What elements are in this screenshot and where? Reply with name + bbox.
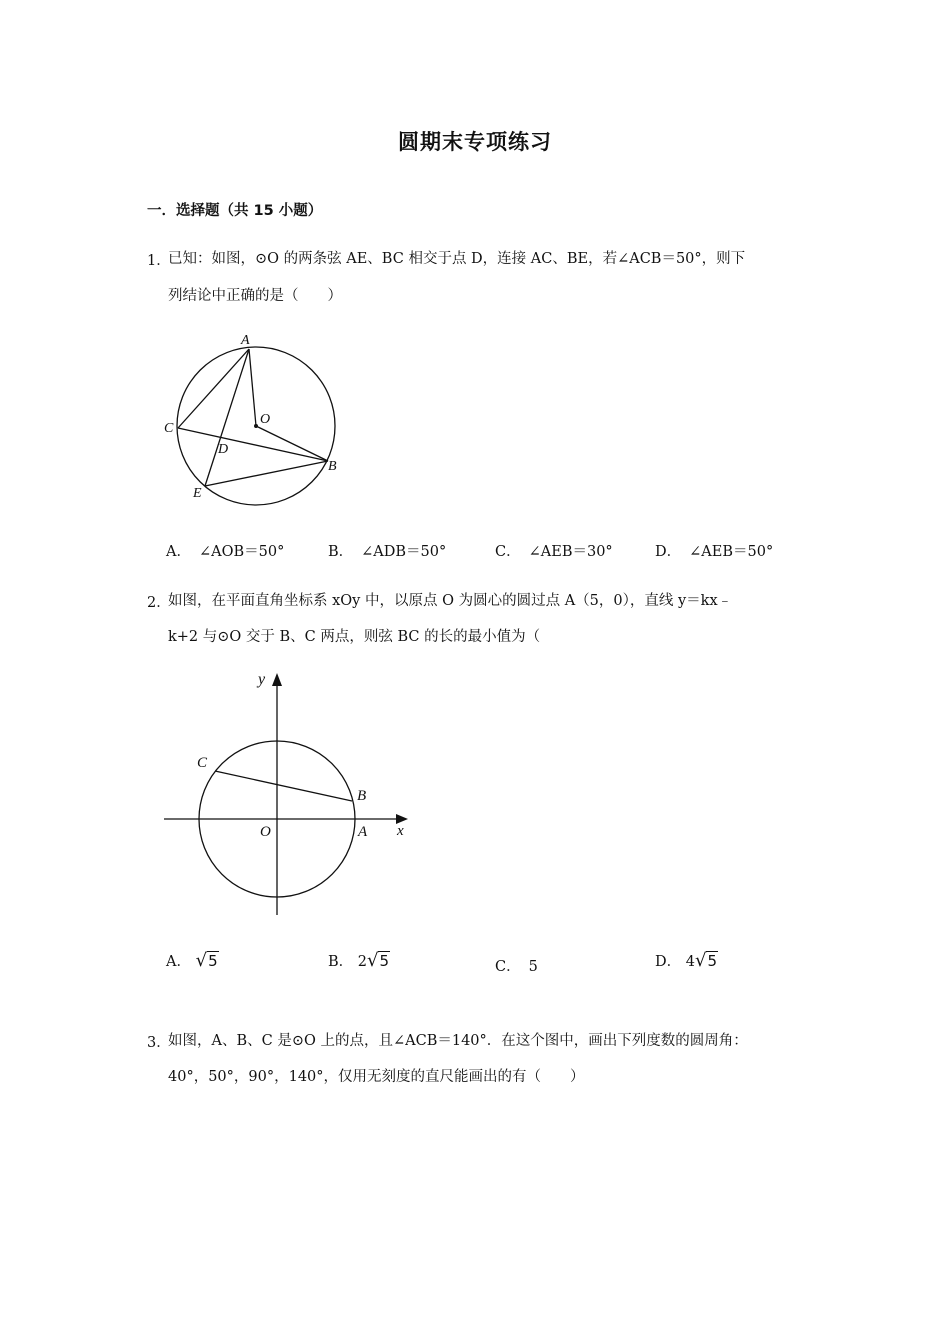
q2-option-c (495, 955, 538, 976)
radicand: 5 (379, 952, 390, 970)
option-label: A． (166, 954, 191, 970)
section-heading: 一．选择题（共 15 小题） (147, 203, 323, 219)
chord-cb (178, 428, 328, 461)
q2-option-b (328, 950, 390, 971)
page-title: 圆期末专项练习 (398, 130, 552, 154)
question-3-line2: 40°，50°，90°，140°，仅用无刻度的直尺能画出的有（ ） (168, 1069, 585, 1085)
question-1-line1: 已知：如图，⊙O 的两条弦 AE、BC 相交于点 D，连接 AC、BE，若∠ACB＝50°，则下 (168, 251, 746, 267)
sqrt-expression: √5 (195, 950, 218, 971)
question-1-number: 1． (147, 253, 171, 269)
option-text: 5 (528, 959, 538, 975)
segment-ao (249, 349, 256, 426)
option-label: D． (655, 954, 682, 970)
option-label: C． (495, 544, 521, 560)
question-1-figure (150, 325, 350, 510)
q1-option-d (655, 540, 773, 561)
coefficient: 4 (685, 954, 695, 970)
label-o: O (260, 412, 271, 427)
label-d: D (218, 442, 229, 457)
label-c: C (164, 421, 174, 436)
option-text: ∠AOB＝50° (198, 544, 285, 560)
q1-option-a (166, 540, 284, 561)
option-label: D． (655, 544, 682, 560)
label-e: E (193, 486, 202, 501)
label-b: B (328, 459, 337, 474)
option-text: ∠AEB＝30° (528, 544, 613, 560)
label-a: A (241, 333, 250, 348)
option-text: ∠ADB＝50° (361, 544, 447, 560)
sqrt-expression: √5 (367, 950, 390, 971)
q2-option-d (655, 950, 718, 971)
option-label: B． (328, 544, 354, 560)
option-label: B． (328, 954, 354, 970)
question-2-number: 2． (147, 595, 171, 611)
option-label: A． (166, 544, 191, 560)
radicand: 5 (208, 952, 218, 970)
question-3-line1: 如图，A、B、C 是⊙O 上的点，且∠ACB＝140°．在这个图中，画出下列度数的圆周角： (168, 1033, 748, 1049)
sqrt-expression: √5 (694, 950, 718, 971)
label-x: x (397, 823, 404, 839)
center-dot (254, 424, 258, 428)
question-3-number: 3． (147, 1035, 171, 1051)
coefficient: 2 (357, 954, 367, 970)
label-c: C (197, 755, 208, 771)
chord-ae (205, 349, 249, 486)
question-2-figure (160, 665, 420, 925)
label-b: B (357, 788, 367, 804)
radicand: 5 (707, 952, 718, 970)
chord-ca (178, 349, 249, 428)
chord-bc (215, 771, 352, 801)
question-2-line2: k+2 与⊙O 交于 B、C 两点，则弦 BC 的长的最小值为（ (168, 629, 541, 645)
question-1-line2: 列结论中正确的是（ ） (168, 288, 342, 304)
label-y: y (258, 671, 266, 688)
question-2-line1: 如图，在平面直角坐标系 xOy 中，以原点 O 为圆心的圆过点 A（5，0），直线 y＝kx﹣ (168, 593, 733, 609)
label-o: O (260, 824, 271, 840)
chord-eb (205, 461, 328, 486)
y-axis-arrow (272, 673, 282, 686)
segment-ob (256, 426, 328, 461)
q1-option-b (328, 540, 446, 561)
label-a: A (358, 824, 368, 840)
option-label: C． (495, 959, 521, 975)
option-text: ∠AEB＝50° (689, 544, 774, 560)
q2-option-a (166, 950, 219, 971)
q1-option-c (495, 540, 613, 561)
